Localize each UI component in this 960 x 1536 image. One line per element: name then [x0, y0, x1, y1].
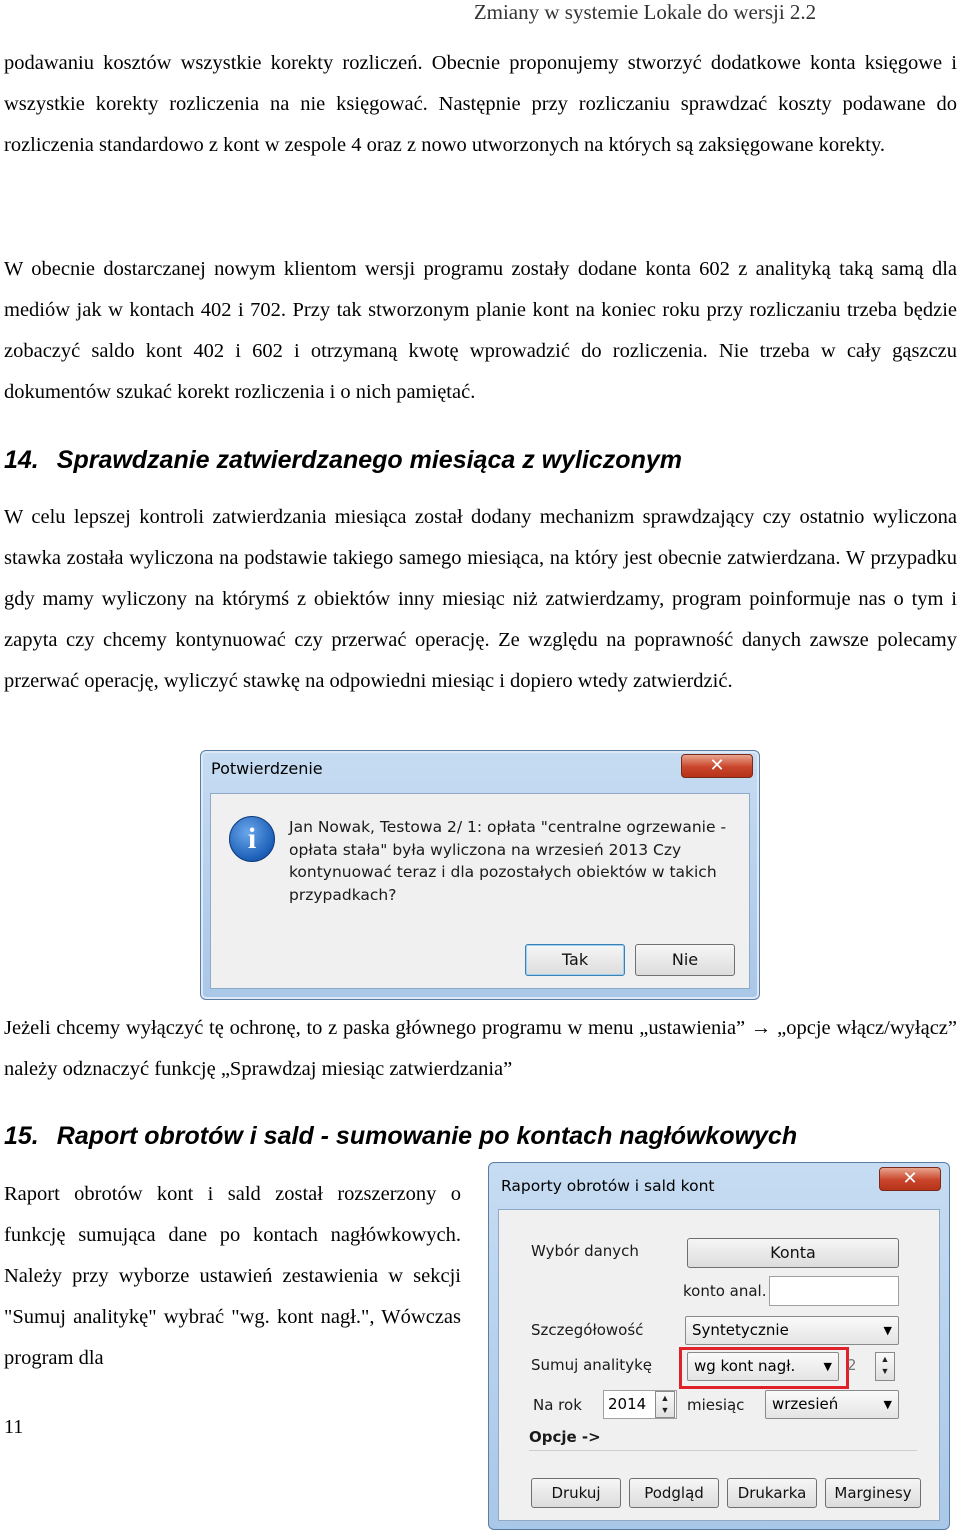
- chevron-down-icon: ▼: [883, 1398, 892, 1411]
- no-button[interactable]: Nie: [635, 944, 735, 976]
- heading-section-14: [4, 444, 682, 476]
- paragraph-accounts-602: W obecnie dostarczanej nowym klientom wersji programu zostały dodane konta 602 z analityką taką samą dla mediów jak w kontach 402 i 702. Przy tak stworzonym planie kont na koniec roku przy rozliczaniu trzeba będzie zobaczyć saldo kont 402 i 602 i otrzymaną kwotę wprowadzić do rozliczenia. Nie trzeba w cały gąszczu dokumentów szukać korekt rozliczenia i o nich pamiętać.: [4, 258, 957, 403]
- year-input[interactable]: 2014: [603, 1390, 677, 1419]
- report-dialog: [488, 1162, 950, 1530]
- sum-analytics-label: Sumuj analitykę: [531, 1356, 652, 1374]
- chevron-down-icon: ▼: [883, 1324, 892, 1337]
- info-icon: i: [229, 816, 275, 862]
- paragraph-month-check: W celu lepszej kontroli zatwierdzania miesiąca został dodany mechanizm sprawdzający czy ostatnio wyliczona stawka została wyliczona na podstawie takiego samego miesiąca, na który jest obecnie zatwierdzana. W przypadku gdy mamy wyliczony na którymś z obiektów inny miesiąc niż zatwierdzamy, program poinformuje nas o tym i zapyta czy chcemy kontynuować czy przerwać operację. Ze względu na poprawność danych zawsze polecamy przerwać operację, wyliczyć stawkę na odpowiedni miesiąc i dopiero wtedy zatwierdzić.: [4, 506, 957, 692]
- print-button[interactable]: Drukuj: [531, 1478, 621, 1508]
- month-value: wrzesień: [772, 1395, 839, 1413]
- paragraph-report-summing: Raport obrotów kont i sald został rozszerzony o funkcję sumująca dane po kontach nagłówkowych. Należy przy wyborze ustawień zestawienia w sekcji "Sumuj analitykę" wybrać "wg. kont nagł.", Wówczas program dla: [4, 1183, 461, 1369]
- preview-button[interactable]: Podgląd: [629, 1478, 719, 1508]
- detail-level-label: Szczegółowość: [531, 1321, 644, 1339]
- heading-text: Sprawdzanie zatwierdzanego miesiąca z wyliczonym: [56, 446, 682, 474]
- dialog-body: [498, 1209, 940, 1521]
- margins-button[interactable]: Marginesy: [825, 1478, 921, 1508]
- confirmation-dialog: [200, 750, 760, 1000]
- accounts-button[interactable]: Konta: [687, 1238, 899, 1268]
- paragraph-disable-protection: Jeżeli chcemy wyłączyć tę ochronę, to z paska głównego programu w menu „ustawienia” → „opcje włącz/wyłącz” należy odznaczyć funkcję „Sprawdzaj miesiąc zatwierdzania”: [4, 1017, 957, 1080]
- detail-level-value: Syntetycznie: [692, 1321, 789, 1339]
- close-icon[interactable]: ✕: [879, 1167, 941, 1191]
- account-anal-label: konto anal.: [683, 1282, 767, 1300]
- dialog-body: [210, 793, 750, 989]
- printer-button[interactable]: Drukarka: [727, 1478, 817, 1508]
- month-select[interactable]: [765, 1390, 899, 1419]
- dialog-title: Potwierdzenie: [211, 759, 323, 778]
- dialog-title: Raporty obrotów i sald kont: [501, 1177, 715, 1195]
- dialog-message: Jan Nowak, Testowa 2/ 1: opłata "centralne ogrzewanie - opłata stała" była wyliczona na wrzesień 2013 Czy kontynuować teraz i dla pozostałych obiektów w takich przypadkach?: [289, 818, 727, 904]
- detail-level-select[interactable]: [685, 1316, 899, 1345]
- month-label: miesiąc: [687, 1396, 745, 1414]
- sum-level-value: 2: [847, 1356, 857, 1374]
- yes-button[interactable]: Tak: [525, 944, 625, 976]
- close-icon[interactable]: ✕: [681, 754, 753, 778]
- paragraph-corrections: podawaniu kosztów wszystkie korekty rozliczeń. Obecnie proponujemy stworzyć dodatkowe konta księgowe i wszystkie korekty rozliczenia na nie księgować. Następnie przy rozliczaniu sprawdzać koszty podawane do rozliczenia standardowo z kont w zespole 4 oraz z nowo utworzonych na których są zaksięgowane korekty.: [4, 52, 957, 156]
- year-spinner[interactable]: ▲ ▼: [655, 1391, 675, 1418]
- header-title: Zmiany w systemie Lokale do wersji 2.2: [473, 0, 817, 24]
- page-number: 11: [4, 1416, 24, 1438]
- heading-section-15: [4, 1120, 797, 1152]
- data-selection-label: Wybór danych: [531, 1242, 639, 1260]
- sum-analytics-select[interactable]: [687, 1352, 839, 1381]
- chevron-down-icon: ▼: [823, 1360, 832, 1373]
- account-anal-input[interactable]: [769, 1276, 899, 1306]
- page-header: [0, 0, 960, 24]
- heading-text: Raport obrotów i sald - sumowanie po kontach nagłówkowych: [56, 1122, 798, 1150]
- heading-number: 15.: [4, 1122, 39, 1150]
- sum-level-spinner[interactable]: ▲ ▼: [875, 1352, 895, 1381]
- heading-number: 14.: [4, 446, 39, 474]
- sum-analytics-value: wg kont nagł.: [694, 1357, 796, 1375]
- options-toggle[interactable]: Opcje ->: [529, 1428, 917, 1451]
- year-label: Na rok: [533, 1396, 582, 1414]
